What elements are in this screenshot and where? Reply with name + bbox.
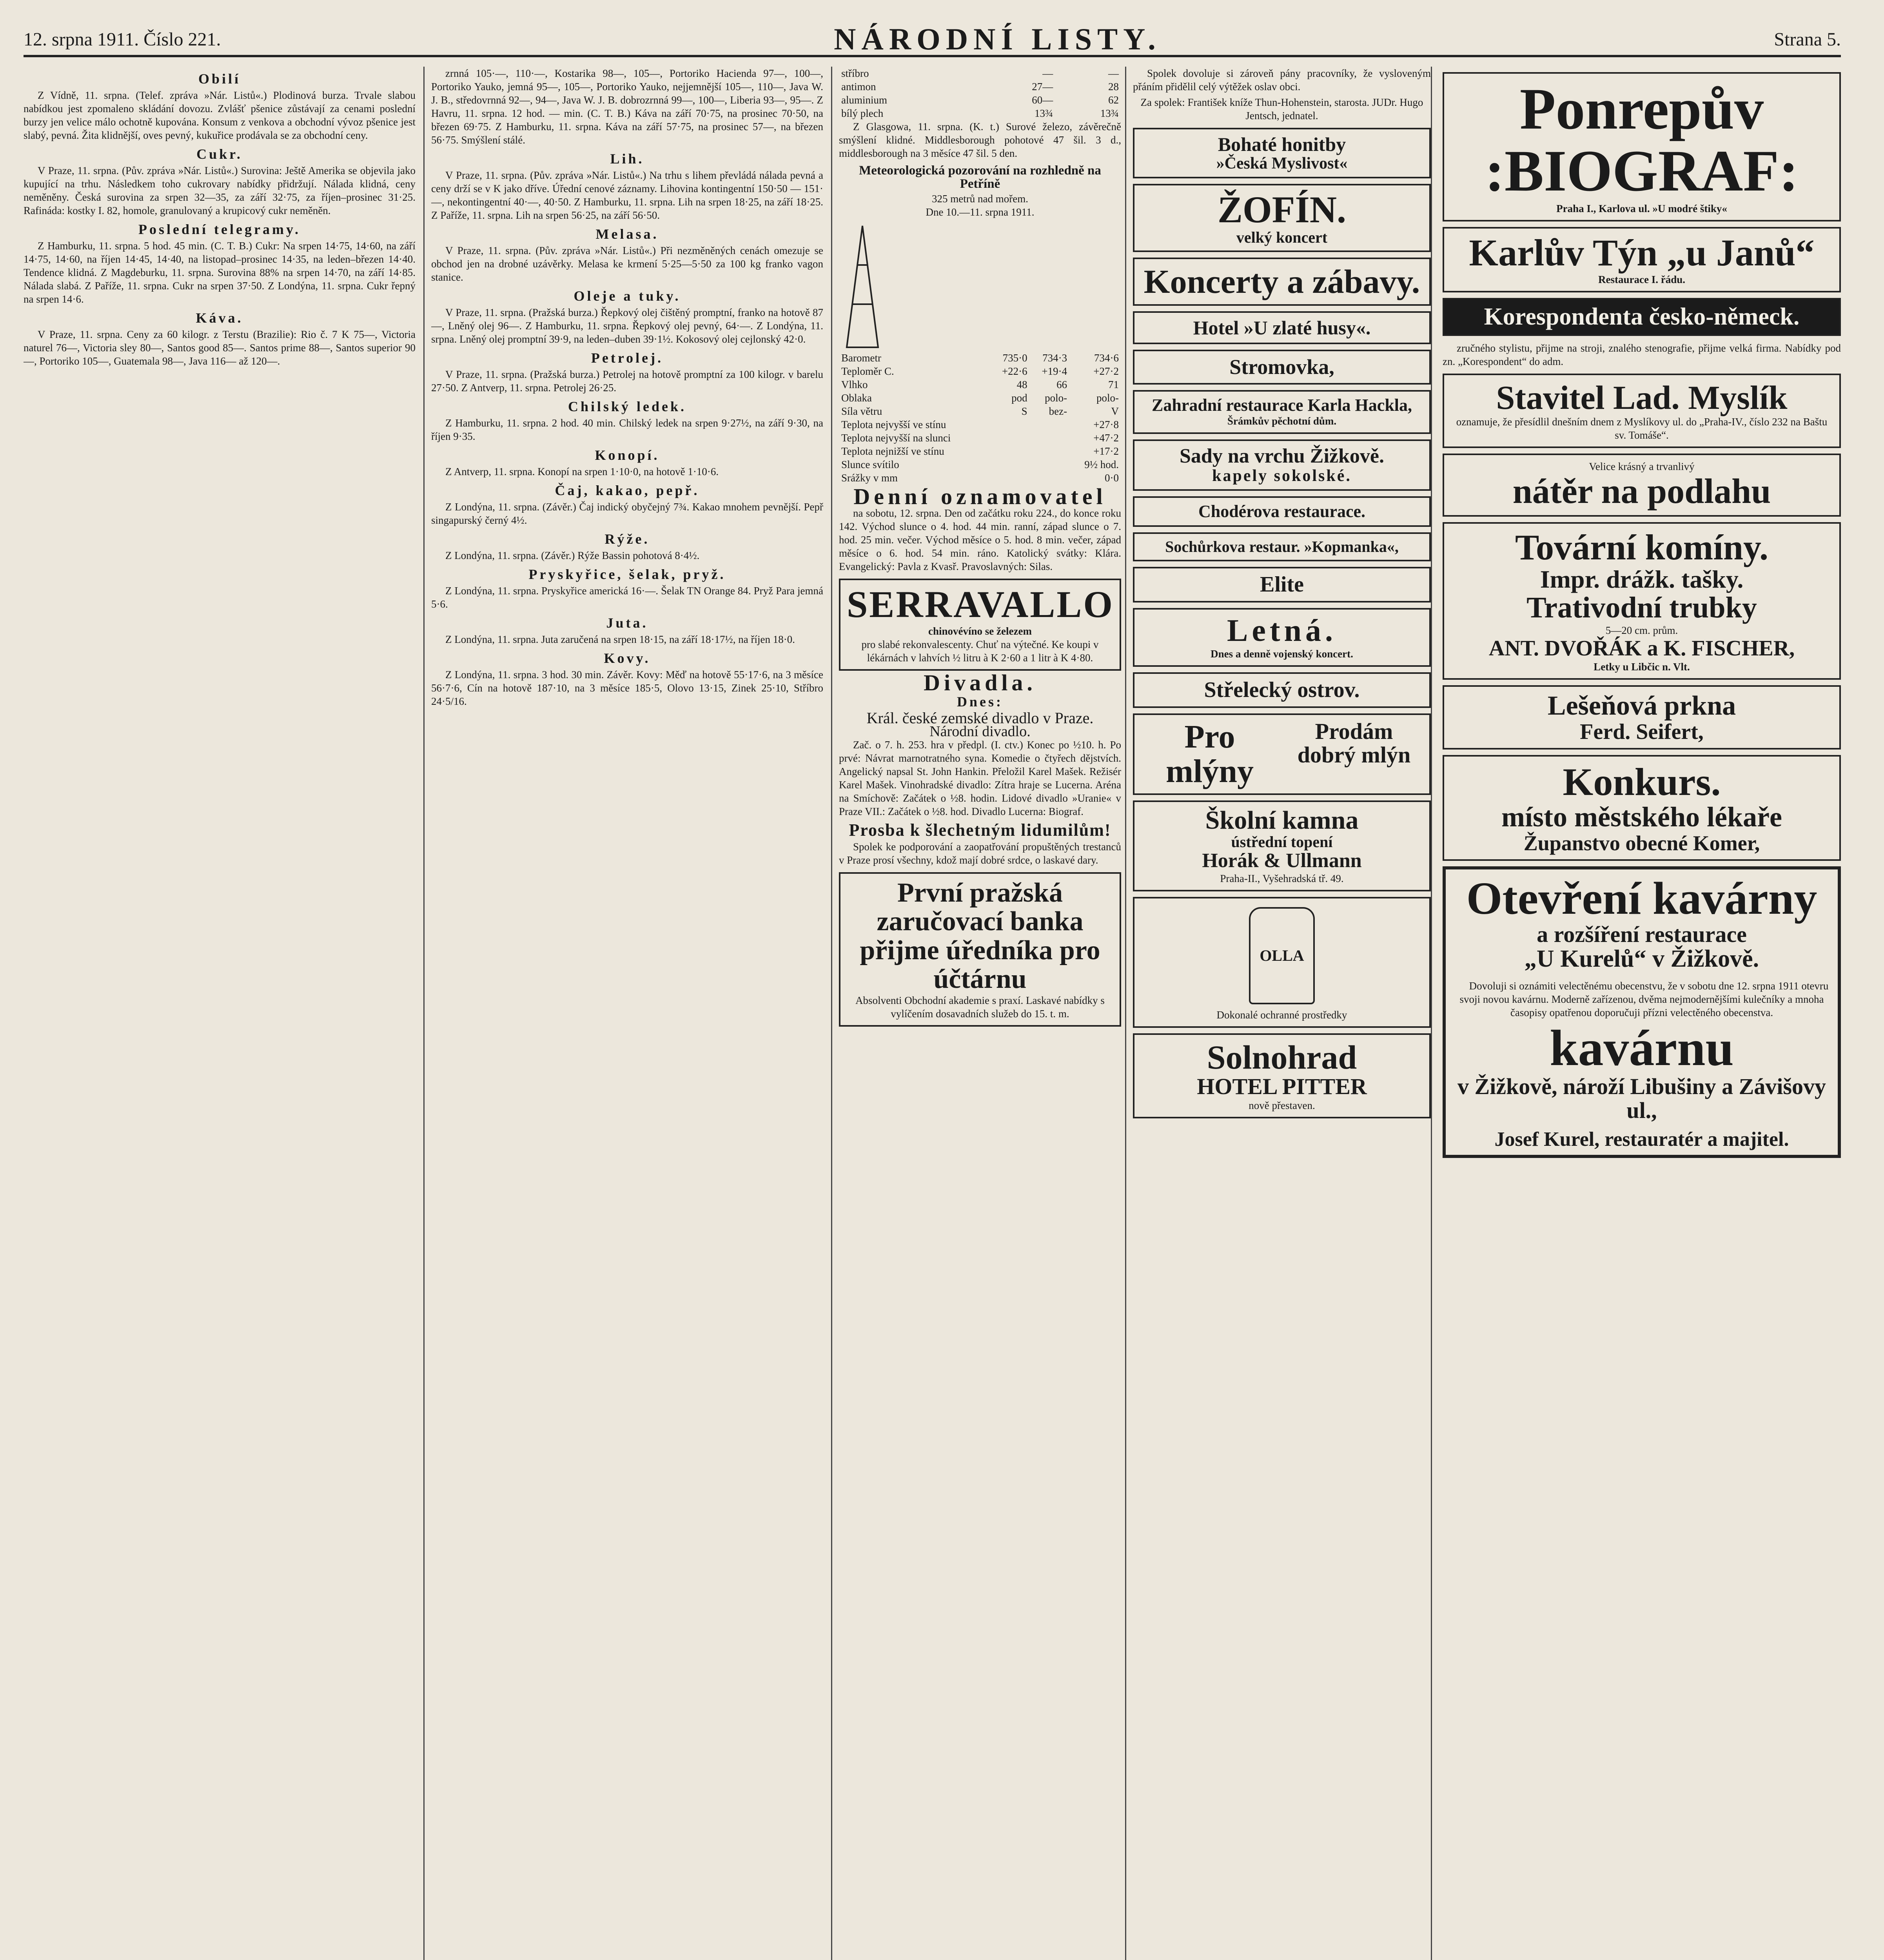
- market-section: [431, 400, 823, 443]
- table-cell: aluminium: [841, 94, 887, 106]
- ad-kamna: [1133, 800, 1431, 891]
- ad-kavarny: [1443, 866, 1841, 1158]
- section-text: V Praze, 11. srpna. Ceny za 60 kilogr. z Terstu (Brazilie): Rio č. 7 K 75—, Victoria naturel 76—, Victoria sley 80—, Santos good 85—. Santos prime 88—, Santos superior 90—, Portoriko 105—, Guatemala 98—, Java 116— až 120—.: [24, 328, 416, 367]
- trubky-sub: 5—20 cm. prům.: [1605, 624, 1678, 637]
- table-cell: [1030, 471, 1069, 485]
- theatre-text: Zač. o 7. h. 253. hra v předpl. (I. ctv.) Konec po ½10. h. Po prvé: Návrat marnotratného syna. Komedie o čtyřech dějstvích. Angelický napsal St. John Hankin. Přeložil Karel Mašek. Režisér Karel Mašek. Vinohradské divadlo: Zítra hraje se Lucerna. Aréna na Smíchově: Začátek o ½8. hodin. Lidové divadlo »Uranie« v Praze VII.: Začátek o ½8. hod. Divadlo Lucerna: Biograf.: [839, 739, 1121, 817]
- nater-pre: Velice krásný a trvanlivý: [1589, 461, 1695, 473]
- market-section: [431, 152, 823, 222]
- section-title: Oleje a tuky.: [574, 288, 681, 304]
- kavarnu-text: Dovoluji si oznámiti velectěnému obecenstvu, že v sobotu dne 12. srpna 1911 otevru svoji novou kavárnu. Moderně zařízenou, dvěma nejmodernějšími kulečníky a mnoha časopisy opatřenou doporučuji přízni velectěného obecenstva.: [1459, 980, 1829, 1018]
- table-cell: bez-: [1049, 405, 1067, 417]
- ad-elite: [1133, 567, 1431, 603]
- ad-zizkov: [1133, 439, 1431, 491]
- market-section: [24, 311, 416, 368]
- serravallo-logo: SERRAVALLO: [847, 583, 1114, 625]
- section-text: Z Vídně, 11. srpna. (Telef. zpráva »Nár. Listů«.) Plodinová burza. Trvale slabou nabídkou jest zpomaleno skládání dovozu. Zvlášť pšenice zůstávají za cenami poslední burzy jen velice málo ochotně kupována. Konsum z venkova a obchodní vývoz pšenice jest slabý, pevná. Žita klidnější, oves pevný, kukuřice prodávala se za obchodní ceny.: [24, 89, 416, 141]
- section-title: Rýže.: [604, 531, 650, 547]
- table-cell: [990, 445, 1029, 458]
- table-cell: —: [1108, 67, 1119, 79]
- ad-nater: [1443, 454, 1841, 517]
- table-cell: 28: [1108, 81, 1119, 93]
- masthead: NÁRODNÍ LISTY.: [834, 22, 1161, 56]
- table-cell: Oblaka: [841, 392, 872, 404]
- column-ads-1: [1133, 67, 1431, 1960]
- table-row: [839, 378, 1121, 391]
- ad-husy: [1133, 311, 1431, 345]
- section-text: V Praze, 11. srpna. (Pražská burza.) Řepkový olej čištěný promptní, franko na hotově 87—, Lněný olej 96—. Z Hamburku, 11. srpna. Řepkový olej pevný, 64·—. Z Londýna, 11. srpna. Lněný olej promptní 39·9, na leden–duben 39·1½. Kokosový olej cejlonský 42·0.: [431, 307, 823, 345]
- section-text: Z Londýna, 11. srpna. Pryskyřice americká 16·—. Šelak TN Orange 84. Pryž Para jemná 5·6.: [431, 585, 823, 610]
- columns: [24, 67, 1841, 1960]
- husy-title: Hotel »U zlaté husy«.: [1193, 316, 1371, 339]
- table-cell: 60—: [1032, 94, 1053, 106]
- trubky-title: Trativodní trubky: [1526, 591, 1757, 624]
- table-cell: 13¾: [1100, 107, 1119, 119]
- zofin-title: ŽOFÍN.: [1217, 188, 1347, 230]
- table-cell: Barometr: [841, 352, 881, 364]
- table-cell: [1030, 458, 1069, 471]
- ad-letna: [1133, 608, 1431, 667]
- market-section: [431, 484, 823, 527]
- biograf-title: :BIOGRAF:: [1485, 138, 1799, 203]
- section-text: Z Londýna, 11. srpna. 3 hod. 30 min. Závěr. Kovy: Měď na hotově 55·17·6, na 3 měsíce 56·7·6, Cín na hotově 187·10, na 3 měsíce 185·5, Olovo 13·15, Zinek 25·10, Stříbro 24·5/16.: [431, 669, 823, 707]
- theatre-subtitle: Dnes:: [957, 693, 1003, 710]
- meteo-subtitle: 325 metrů nad mořem.: [932, 193, 1028, 205]
- table-cell: —: [1042, 67, 1053, 79]
- section-title: Melasa.: [595, 226, 659, 242]
- kurel-title: „U Kurelů“ v Žižkově.: [1524, 946, 1759, 973]
- olla-sub: Dokonalé ochranné prostředky: [1216, 1009, 1347, 1021]
- serravallo-text: pro slabé rekonvalescenty. Chuť na výtečné. Ke koupi v lékárnách v lahvích ½ litru à K 2·60 a 1 litr à K 4·80.: [861, 638, 1099, 664]
- hackl-sub: Šrámkův pěchotní dům.: [1227, 415, 1337, 427]
- market-section: [24, 72, 416, 142]
- kavarny-title: Otevření kavárny: [1466, 872, 1817, 924]
- myslik-text: oznamuje, že přesídlil dnešním dnem z Myslíkovy ul. do „Praha-IV., číslo 232 na Baštu sv. Tomáše“.: [1456, 416, 1828, 441]
- table-cell: [1030, 418, 1069, 431]
- table-row: [839, 391, 1121, 405]
- chod-title: Chodérova restaurace.: [1198, 501, 1366, 521]
- probe-title: Prosba k šlechetným lidumilům!: [849, 820, 1111, 840]
- table-cell: polo-: [1096, 392, 1119, 404]
- zupanstvo-title: Županstvo obecné Komer,: [1523, 831, 1760, 855]
- pitter-title: HOTEL PITTER: [1197, 1074, 1367, 1100]
- horak-sub: Praha-II., Vyšehradská tř. 49.: [1220, 872, 1344, 884]
- table-cell: 48: [1016, 379, 1027, 390]
- bank-text: Absolventi Obchodní akademie s praxí. Laskavé nabídky s vylíčením dosavadních služeb do 15. t. m.: [855, 994, 1105, 1020]
- notice-title: Denní oznamovatel: [853, 484, 1107, 509]
- meteo-box: [839, 164, 1121, 485]
- kamna-sub: ústřední topení: [1231, 833, 1333, 851]
- table-cell: [1030, 445, 1069, 458]
- ad-lesen: [1443, 685, 1841, 750]
- table-cell: Teplota nejnižší ve stínu: [841, 445, 944, 457]
- market-section: [431, 448, 823, 478]
- kavarnu-address: v Žižkově, nároží Libušiny a Závišovy ul.,: [1457, 1074, 1826, 1123]
- table-row: [839, 107, 1121, 120]
- ad-solnohrad: [1133, 1033, 1431, 1118]
- table-cell: V: [1111, 405, 1119, 417]
- kavarnu-title: kavárnu: [1550, 1020, 1734, 1076]
- section-title: Konopí.: [595, 447, 660, 463]
- table-cell: stříbro: [841, 67, 869, 79]
- table-cell: Teplota nejvyšší na slunci: [841, 432, 951, 444]
- table-row: [839, 405, 1121, 418]
- section-text: V Praze, 11. srpna. (Pův. zpráva »Nár. Listů«.) Při nezměněných cenách omezuje se obchod jen na drobné uzávěrky. Melasa ke krmení 5·25—5·50 za 100 kg franko vagon stanice.: [431, 245, 823, 283]
- market-section: [431, 67, 823, 147]
- letna-title: Letná.: [1227, 613, 1337, 648]
- ad-koncerty: [1133, 258, 1431, 305]
- solnohrad-title: Solnohrad: [1207, 1038, 1357, 1076]
- ad-konkurs: [1443, 755, 1841, 860]
- market-section: [431, 289, 823, 346]
- table-cell: 66: [1056, 379, 1067, 390]
- ad-tovarni: [1443, 522, 1841, 680]
- section-text: Z Hamburku, 11. srpna. 5 hod. 45 min. (C. T. B.) Cukr: Na srpen 14·75, 14·60, na září 14·75, 14·60, na říjen 14·45, 14·40, na listopad–prosinec 14·35, na leden–březen 14·40. Tendence klidná. Z Magdeburku, 11. srpna. Surovina 88% na srpen 14·70, na září 14·85. Nálada slabá. Z Paříže, 11. srpna. Cukr na srpen 37·50. Z Londýna, 11. srpna. Cukr řepný na srpen 14·6.: [24, 240, 416, 305]
- table-row: [839, 365, 1121, 378]
- ponrepo-sub: Praha I., Karlova ul. »U modré štiky«: [1556, 203, 1727, 214]
- dvorak-sub: Letky u Libčic n. Vlt.: [1594, 661, 1690, 673]
- koncerty-title: Koncerty a zábavy.: [1143, 263, 1420, 301]
- page-header: [24, 24, 1841, 57]
- spolek-sign: Za spolek: František kníže Thun-Hohenstein, starosta. JUDr. Hugo Jentsch, jednatel.: [1140, 96, 1423, 122]
- table-cell: pod: [1011, 392, 1027, 404]
- meteo-title: Meteorologická pozorování na rozhledně na Petříně: [859, 163, 1101, 191]
- market-section: [431, 616, 823, 646]
- petrin-tower-icon: [839, 222, 886, 351]
- restaurace-title: a rozšíření restaurace: [1537, 921, 1747, 947]
- kavarnu-sign: Josef Kurel, restauratér a majitel.: [1494, 1128, 1789, 1151]
- table-cell: S: [1021, 405, 1027, 417]
- kamna-title: Školní kamna: [1205, 806, 1359, 835]
- ad-mlyny: [1133, 713, 1431, 795]
- table-cell: [990, 458, 1029, 471]
- table-row: [839, 418, 1121, 431]
- ad-ponrepo: [1443, 72, 1841, 221]
- table-row: [839, 445, 1121, 458]
- stromovka-title: Stromovka,: [1229, 355, 1334, 379]
- notice-text: na sobotu, 12. srpna. Den od začátku roku 224., do konce roku 142. Východ slunce o 4. hod. 44 min. ranní, západ slunce o 7. hod. 25 min. večer. Východ měsíce o 5. hod. 8 min. večer, západ měsíce o 6. hod. 54 min. ráno. Katolický svátky: Klára. Evangelický: Pavla z Kvasř. Pravoslavných: Silas.: [839, 507, 1121, 572]
- ad-serravallo: [839, 579, 1121, 671]
- table-cell: 27—: [1032, 81, 1053, 93]
- page-number: Strana 5.: [1774, 29, 1841, 50]
- bohate-title: Bohaté honitby: [1218, 133, 1346, 155]
- ad-hackl: [1133, 390, 1431, 434]
- section-title: Petrolej.: [591, 350, 664, 366]
- market-section: [431, 227, 823, 284]
- letna-sub: Dnes a denně vojenský koncert.: [1211, 648, 1353, 660]
- probe-text: Spolek ke podporování a zaopatřování propuštěných trestanců v Praze prosí všechny, kdož mají dobré srdce, o laskavé dary.: [839, 840, 1121, 866]
- zofin-sub: velký koncert: [1236, 229, 1328, 247]
- konkurs-title: Konkurs.: [1563, 760, 1721, 804]
- section-title: Pryskyřice, šelak, pryž.: [528, 566, 726, 582]
- issue-date: 12. srpna 1911. Číslo 221.: [24, 29, 221, 50]
- table-cell: +22·6: [1002, 365, 1027, 377]
- zizkov-sub: kapely sokolské.: [1212, 466, 1352, 485]
- section-title: Kovy.: [604, 650, 651, 666]
- nater-title: nátěr na podlahu: [1512, 472, 1771, 511]
- table-cell: 13¾: [1034, 107, 1053, 119]
- table-row: [839, 431, 1121, 445]
- section-title: Cukr.: [196, 146, 243, 162]
- pitter-sub: nově přestaven.: [1249, 1099, 1315, 1111]
- section-text: Z Antverp, 11. srpna. Konopí na srpen 1·10·0, na hotově 1·10·6.: [445, 466, 719, 477]
- hackl-title: Zahradní restaurace Karla Hackla,: [1151, 395, 1412, 415]
- table-row: [839, 67, 1121, 80]
- table-cell: Vlhko: [841, 379, 868, 390]
- section-text: Z Hamburku, 11. srpna. 2 hod. 40 min. Chilský ledek na srpen 9·27½, na září 9·30, na říjen 9·35.: [431, 417, 823, 442]
- sochurek-title: Sochůrkova restaur. »Kopmanka«,: [1165, 537, 1399, 555]
- market-section: [431, 532, 823, 562]
- table-cell: Teploměr C.: [841, 365, 894, 377]
- table-cell: polo-: [1045, 392, 1067, 404]
- dvorak-title: ANT. DVOŘÁK a K. FISCHER,: [1488, 636, 1795, 661]
- table-cell: +47·2: [1093, 432, 1119, 444]
- bohate-sub: »Česká Myslivost«: [1216, 154, 1348, 172]
- section-text: V Praze, 11. srpna. (Pův. zpráva »Nár. Listů«.) Na trhu s lihem převládá nálada pevná a ceny drží se v K jako dříve. Úřední cenové záznamy. Lihovina kontingentní 150·50 — 151·—, nekontingentní 40·—, 40·50. Z Hamburku, 11. srpna. Lih na srpen 18·25, na září 18·25. Z Paříže, 11. srpna. Lih na srpen 56·25, na září 56·50.: [431, 169, 823, 221]
- section-title: Juta.: [606, 615, 648, 631]
- metals-table: [839, 67, 1121, 120]
- theatre-name: Král. české zemské divadlo v Praze.: [866, 709, 1094, 727]
- spolek-text: Spolek dovoluje si zároveň pány pracovníky, že vysloveným přáním přidělil celý výtěžek oslav obci.: [1133, 67, 1431, 93]
- ad-stromovka: [1133, 350, 1431, 385]
- market-section: [431, 351, 823, 394]
- ad-olla: [1133, 897, 1431, 1028]
- table-cell: Teplota nejvyšší ve stínu: [841, 419, 946, 430]
- table-cell: antimon: [841, 81, 876, 93]
- table-row: [839, 93, 1121, 107]
- table-cell: +17·2: [1093, 445, 1119, 457]
- table-cell: [1030, 431, 1069, 445]
- serravallo-tagline: chinovévíno se železem: [928, 625, 1032, 637]
- meteo-date: Dne 10.—11. srpna 1911.: [926, 206, 1035, 218]
- table-cell: +27·8: [1093, 419, 1119, 430]
- ad-bohate: [1133, 128, 1431, 178]
- ad-karluv: [1443, 227, 1841, 292]
- section-title: Čaj, kakao, pepř.: [555, 483, 700, 498]
- section-title: Káva.: [196, 310, 243, 326]
- table-row: [839, 351, 1121, 365]
- table-cell: 71: [1108, 379, 1119, 390]
- tovarni-title: Tovární komíny.: [1515, 527, 1768, 567]
- section-title: Obilí: [198, 71, 241, 87]
- table-cell: +19·4: [1042, 365, 1067, 377]
- zizkov-title: Sady na vrchu Žižkově.: [1179, 445, 1385, 468]
- table-cell: Síla větru: [841, 405, 882, 417]
- section-text: V Praze, 11. srpna. (Pův. zpráva »Nár. Listů«.) Surovina: Ještě Amerika se objevila jako kupující na trhu. Následkem toho cukrovary nabídky přidržují. Nálada klidná, ceny neměněny. Česká surovina za srpen 32—35, za září 32·75, za říjen–prosinec 31·25. Rafináda: kostky I. 82, homole, granulovaný a krupicový cukr neměněn.: [24, 165, 416, 216]
- impr-title: Impr. drážk. tašky.: [1540, 565, 1744, 593]
- ad-strelecky: [1133, 672, 1431, 708]
- mlyn-title: Prodám dobrý mlýn: [1297, 718, 1411, 768]
- table-cell: [990, 431, 1029, 445]
- elite-title: Elite: [1260, 572, 1304, 597]
- table-row: [839, 80, 1121, 93]
- section-text: Z Londýna, 11. srpna. (Závěr.) Rýže Bassin pohotová 8·4½.: [445, 550, 700, 561]
- lekarna-title: místo městského lékaře: [1501, 801, 1782, 833]
- karluv-title: Karlův Týn „u Janů“: [1469, 232, 1815, 274]
- lesen-title: Lešeňová prkna: [1547, 691, 1736, 721]
- section-title: Lih.: [610, 151, 644, 167]
- table-cell: [990, 471, 1029, 485]
- market-section: [431, 652, 823, 708]
- table-cell: 62: [1108, 94, 1119, 106]
- theatre-title: Divadla.: [924, 670, 1036, 695]
- korespondence-title: Korespondenta česko-německ.: [1484, 303, 1800, 330]
- mlyny-title: Pro mlýny: [1165, 718, 1254, 789]
- section-text: zrnná 105·—, 110·—, Kostarika 98—, 105—, Portoriko Hacienda 97—, 100—, Portoriko Yauko, jemná 95—, 105—, Portoriko Yauko, nejjemnější 105—, 110—, Java W. J. B., středovrnná 92—, 94—, Java W. J. B. dobrozrnná 99—, 100—, Liberia 93—, 95—. Z Havru, 11. srpna. 12 hod. — min. (C. T. B.) Káva na září 70·75, na prosinec 70·50, na březen 69·75. Z Hamburku, 11. srpna. Káva na září 57·75, na prosinec 57—, na březen 56·75. Smýšlení stálé.: [431, 67, 823, 146]
- ponrepo-title: Ponrepův: [1519, 76, 1764, 142]
- market-section: [24, 223, 416, 306]
- strelecky-title: Střelecký ostrov.: [1204, 677, 1360, 702]
- table-cell: 734·6: [1094, 352, 1119, 364]
- theatre-house: Národní divadlo.: [929, 723, 1031, 740]
- table-row: [839, 471, 1121, 485]
- column-ads-2: [1443, 67, 1841, 1960]
- meteo-table: [839, 351, 1121, 485]
- table-cell: 735·0: [1002, 352, 1027, 364]
- section-text: V Praze, 11. srpna. (Pražská burza.) Petrolej na hotově promptní za 100 kilogr. v barelu 27·50. Z Antverp, 11. srpna. Petrolej 26·25.: [431, 368, 823, 394]
- section-text: Z Londýna, 11. srpna. (Závěr.) Čaj indický obyčejný 7¾. Kakao mnohem pevnější. Pepř singapurský černý 4½.: [431, 501, 823, 526]
- column-markets-2: [431, 67, 823, 1960]
- table-cell: Slunce svítilo: [841, 459, 899, 470]
- bank-title: První pražská zaručovací banka přijme úředníka pro účtárnu: [860, 877, 1100, 995]
- table-cell: +27·2: [1093, 365, 1119, 377]
- market-section: [24, 147, 416, 217]
- table-cell: Srážky v mm: [841, 472, 898, 484]
- korespondence-text: zručného stylistu, přijme na stroji, znalého stenografie, přijme velká firma. Nabídky pod zn. „Korespondent“ do adm.: [1443, 342, 1841, 367]
- myslik-title: Stavitel Lad. Myslík: [1496, 378, 1788, 416]
- section-title: Chilský ledek.: [568, 399, 687, 414]
- table-cell: 734·3: [1042, 352, 1067, 364]
- karluv-sub: Restaurace I. řádu.: [1598, 273, 1685, 285]
- ad-zofin: [1133, 184, 1431, 252]
- table-cell: bílý plech: [841, 107, 884, 119]
- table-cell: 0·0: [1105, 472, 1119, 484]
- ad-chod: [1133, 496, 1431, 527]
- section-title: Poslední telegramy.: [138, 221, 301, 237]
- glasgow-report: Z Glasgowa, 11. srpna. (K. t.) Surové železo, závěrečně smýšlení klidné. Middlesborough pohotové 47 šil. 3 d., middlesborough na 3 měsíce 47 šil. 5 den.: [839, 121, 1121, 159]
- market-section: [431, 568, 823, 611]
- horak-title: Horák & Ullmann: [1202, 849, 1362, 872]
- ad-sochurek: [1133, 532, 1431, 561]
- column-markets-1: [24, 67, 416, 1960]
- olla-can-icon: OLLA: [1249, 907, 1315, 1004]
- table-row: [839, 458, 1121, 471]
- seifert-title: Ferd. Seifert,: [1580, 719, 1704, 744]
- table-cell: [990, 418, 1029, 431]
- column-mixed: [839, 67, 1121, 1960]
- ad-korespondence: [1443, 298, 1841, 336]
- ad-myslik: [1443, 374, 1841, 448]
- table-cell: 9½ hod.: [1084, 459, 1119, 470]
- section-text: Z Londýna, 11. srpna. Juta zaručená na srpen 18·15, na září 18·17½, na říjen 18·0.: [445, 633, 795, 645]
- ad-bank: [839, 872, 1121, 1027]
